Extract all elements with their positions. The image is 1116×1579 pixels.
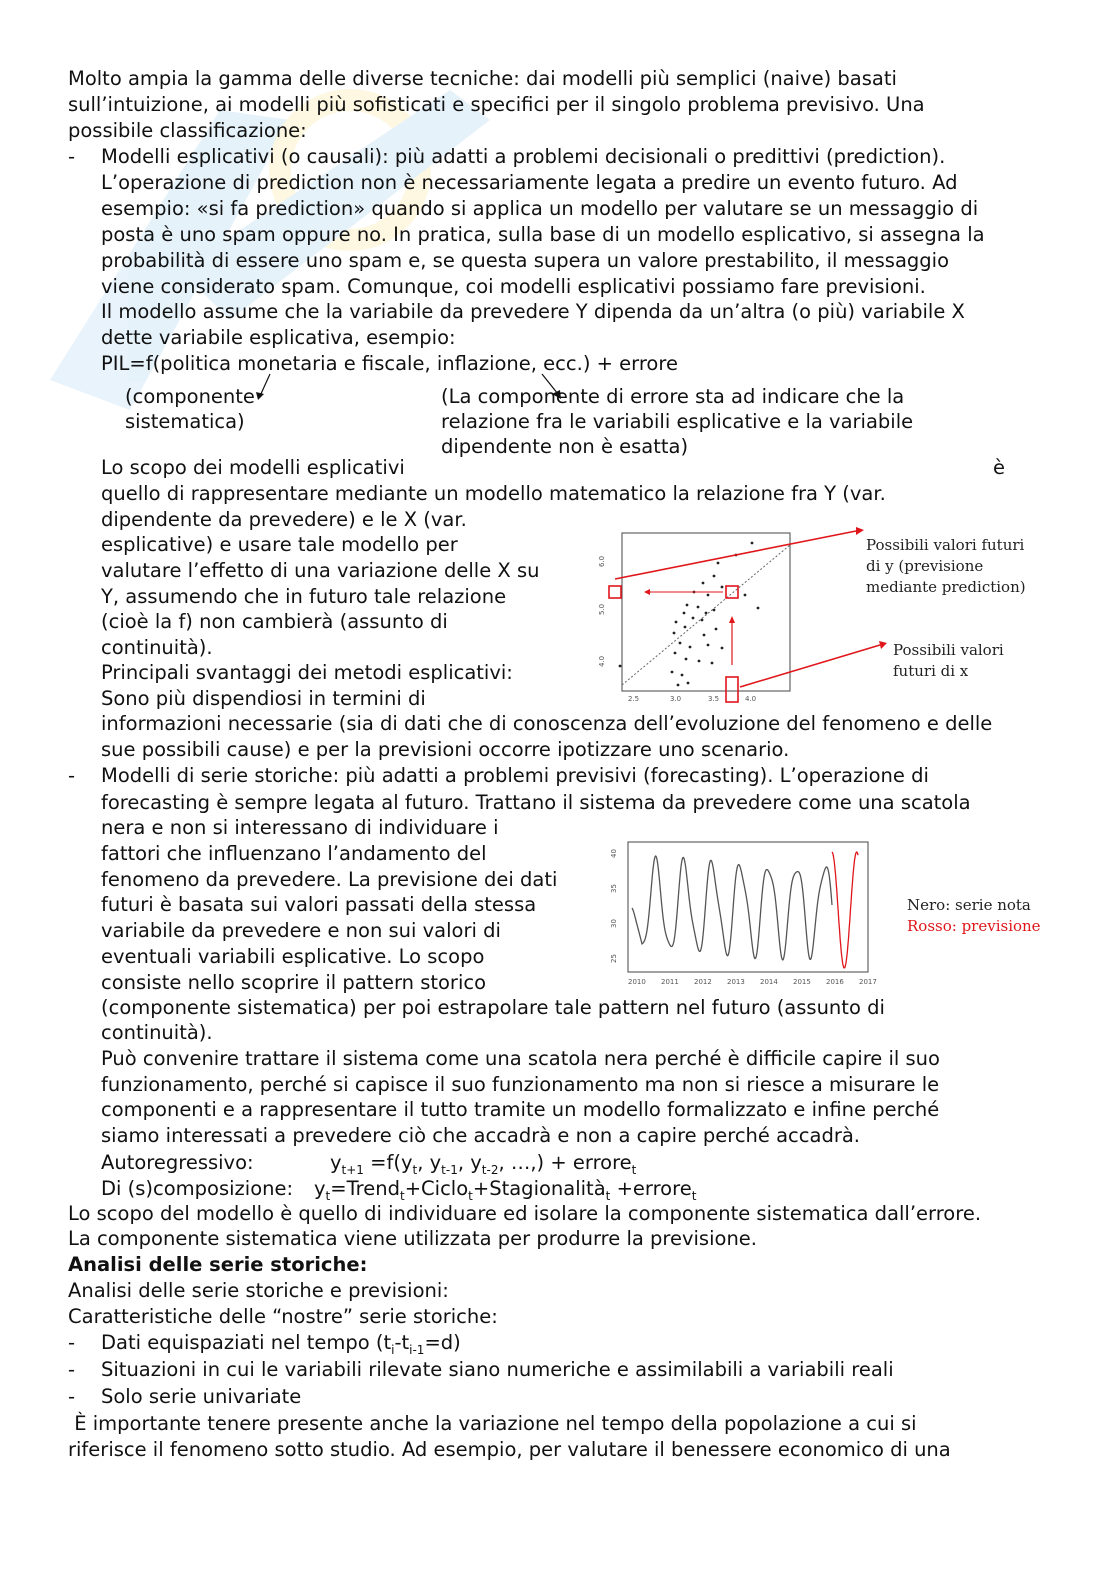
ts-x-tick: 2015 <box>793 978 811 986</box>
ts-y-tick: 30 <box>610 919 618 928</box>
ts-y-tick: 35 <box>610 884 618 893</box>
bullet-numeric: Situazioni in cui le variabili rilevate siano numeriche e assimilabili a variabili reali <box>101 1358 894 1381</box>
explicative-line: viene considerato spam. Comunque, coi modelli esplicativi possiamo fare previsioni. <box>101 275 926 298</box>
ts-x-tick: 2012 <box>694 978 712 986</box>
ts-x-tick: 2014 <box>760 978 778 986</box>
arrow-to-label-y <box>615 531 856 579</box>
final-line: È importante tenere presente anche la variazione nel tempo della popolazione a cui si <box>68 1412 917 1435</box>
bullet-equispaced: Dati equispaziati nel tempo $(t_i-t_{i-1}=d)$ <box>101 1331 461 1357</box>
scope-line: valutare l’effetto di una variazione delle X su <box>101 559 540 582</box>
timeseries-line: forecasting è sempre legata al futuro. Trattano il sistema da prevedere come una scatola <box>101 791 971 814</box>
bullet-univariate: Solo serie univariate <box>101 1385 302 1408</box>
scatter-x-tick: 4.0 <box>745 695 757 703</box>
explicative-line: Modelli esplicativi (o causali): più adatti a problemi decisionali o predittivi (prediction). <box>101 145 946 168</box>
scatter-point <box>689 646 692 649</box>
timeseries-line: nera e non si interessano di individuare i <box>101 816 499 839</box>
intro-line: Molto ampia la gamma delle diverse tecniche: dai modelli più semplici (naive) basati <box>68 67 897 90</box>
timeseries-line: variabile da prevedere e non sui valori di <box>101 919 501 942</box>
arrow-to-label-x <box>740 645 880 687</box>
scope-line: sue possibili cause) e per la previsioni occorre ipotizzare uno scenario. <box>101 738 790 761</box>
conclusion-line: Lo scopo del modello è quello di individuare ed isolare la componente sistematica dall’errore. <box>68 1202 982 1225</box>
bullet-marker: - <box>68 1358 76 1381</box>
timeseries-line: funzionamento, perché si capisce il suo funzionamento ma non si riesce a misurare le <box>101 1073 940 1096</box>
scatter-point <box>703 634 706 637</box>
timeseries-line: siamo interessati a prevedere ciò che accadrà e non a capire perché accadrà. <box>101 1124 860 1147</box>
scatter-point <box>685 658 688 661</box>
annot-error: relazione fra le variabili esplicative e la variabile <box>441 410 914 433</box>
scope-line: Lo scopo dei modelli esplicativi <box>101 456 405 479</box>
timeseries-line: Modelli di serie storiche: più adatti a problemi previsivi (forecasting). L’operazione di <box>101 764 929 787</box>
formula-decomposition: $y_t=Trend_t+Ciclo_t+Stagionalità_t$ +errore$_t$ <box>314 1177 697 1203</box>
final-line: riferisce il fenomeno sotto studio. Ad esempio, per valutare il benessere economico di una <box>68 1438 951 1461</box>
ts-y-tick: 25 <box>610 954 618 963</box>
explicative-line: esempio: «si fa prediction» quando si applica un modello per valutare se un messaggio di <box>101 197 979 220</box>
scatter-point <box>697 606 700 609</box>
timeseries-line: continuità). <box>101 1021 213 1044</box>
scatter-point <box>713 609 716 612</box>
ts-known-series <box>632 856 832 960</box>
scatter-y-tick: 6.0 <box>598 555 606 567</box>
scatter-point <box>757 607 760 610</box>
fig1-label-y: di y (previsione <box>866 557 984 575</box>
formula-auto-label: Autoregressivo: <box>101 1151 254 1174</box>
conclusion-line: La componente sistematica viene utilizzata per produrre la previsione. <box>68 1227 757 1250</box>
fig1-label-x: futuri di x <box>893 662 969 680</box>
scatter-point <box>707 644 710 647</box>
scope-line: informazioni necessarie (sia di dati che di conoscenza dell’evoluzione del fenomeno e delle <box>101 712 993 735</box>
formula-decomp-label: Di (s)composizione: <box>101 1177 294 1200</box>
scatter-x-tick: 2.5 <box>628 695 640 703</box>
timeseries-line: fattori che influenzano l’andamento del <box>101 842 487 865</box>
scatter-x-tick: 3.5 <box>708 695 720 703</box>
scope-line: Y, assumendo che in futuro tale relazione <box>101 585 507 608</box>
formula-autoregressive: $y_{t+1} =f(y_t$, $y_{t-1}$, $y_{t-2}$, …,) + errore$_t$ <box>330 1151 637 1177</box>
scatter-points <box>619 542 760 687</box>
ts-y-ticks <box>610 849 618 963</box>
bullet-marker: - <box>68 764 76 787</box>
ts-y-tick: 40 <box>610 849 618 858</box>
scatter-x-tick: 3.0 <box>670 695 682 703</box>
scatter-point <box>681 674 684 677</box>
fig1-label-y: Possibili valori futuri <box>866 536 1025 554</box>
timeseries-line: fenomeno da prevedere. La previsione dei dati <box>101 868 558 891</box>
bullet-marker: - <box>68 1385 76 1408</box>
highlight-box-x <box>726 677 738 702</box>
scope-line-end: è <box>993 456 1005 479</box>
timeseries-figure <box>600 838 875 988</box>
scatter-point <box>683 612 686 615</box>
ts-x-tick: 2011 <box>661 978 679 986</box>
scatter-point <box>702 582 705 585</box>
annot-systematic: (componente <box>125 385 255 408</box>
scatter-point <box>687 682 690 685</box>
explicative-line: dette variabile esplicativa, esempio: <box>101 326 456 349</box>
timeseries-line: eventuali variabili esplicative. Lo scopo <box>101 945 485 968</box>
fig2-legend-known: Nero: serie nota <box>907 896 1031 914</box>
regression-line <box>622 545 790 685</box>
scope-line: continuità). <box>101 636 213 659</box>
timeseries-line: futuri è basata sui valori passati della stessa <box>101 893 537 916</box>
scatter-point <box>711 662 714 665</box>
body-line: Analisi delle serie storiche e previsioni: <box>68 1279 449 1302</box>
scatter-point <box>619 665 622 668</box>
scatter-point <box>721 647 724 650</box>
ts-forecast-series <box>832 852 858 968</box>
fig1-label-x: Possibili valori <box>893 641 1004 659</box>
ts-x-tick: 2017 <box>859 978 877 986</box>
explicative-line: posta è uno spam oppure no. In pratica, sulla base di un modello esplicativo, si assegna la <box>101 223 985 246</box>
bullet-marker: - <box>68 1331 76 1354</box>
ts-x-tick: 2010 <box>628 978 646 986</box>
scatter-y-tick: 4.0 <box>598 655 606 667</box>
fig1-label-y: mediante prediction) <box>866 578 1026 596</box>
annot-error: (La componente di errore sta ad indicare che la <box>441 385 905 408</box>
annot-error: dipendente non è esatta) <box>441 435 689 458</box>
scatter-point <box>744 594 747 597</box>
explicative-line: Il modello assume che la variabile da prevedere Y dipenda da un’altra (o più) variabile X <box>101 300 965 323</box>
scope-line: dipendente da prevedere) e le X (var. <box>101 508 467 531</box>
explicative-line: probabilità di essere uno spam e, se questa supera un valore prestabilito, il messaggio <box>101 249 950 272</box>
body-line: Caratteristiche delle “nostre” serie storiche: <box>68 1305 498 1328</box>
scatter-point <box>715 628 718 631</box>
scatter-point <box>686 604 689 607</box>
explicative-formula: PIL=f(politica monetaria e fiscale, inflazione, ecc.) + errore <box>101 352 678 375</box>
scatter-y-ticks <box>598 556 606 667</box>
scatter-point <box>677 684 680 687</box>
scope-line: Principali svantaggi dei metodi esplicativi: <box>101 661 513 684</box>
scope-line: (cioè la f) non cambierà (assunto di <box>101 610 448 633</box>
ts-x-tick: 2016 <box>826 978 844 986</box>
scope-line: Sono più dispendiosi in termini di <box>101 687 426 710</box>
scatter-point <box>698 660 701 663</box>
timeseries-line: consiste nello scoprire il pattern storico <box>101 971 487 994</box>
scatter-point <box>692 617 695 620</box>
timeseries-line: componenti e a rappresentare il tutto tramite un modello formalizzato e infine perché <box>101 1098 940 1121</box>
scatter-point <box>701 619 704 622</box>
highlight-box-y <box>609 586 621 598</box>
scatter-y-tick: 5.0 <box>598 603 606 615</box>
scatter-point <box>673 632 676 635</box>
annot-systematic: sistematica) <box>125 410 245 433</box>
scope-line: quello di rappresentare mediante un modello matematico la relazione fra Y (var. <box>101 482 886 505</box>
explicative-line: L’operazione di prediction non è necessariamente legata a predire un evento futuro. Ad <box>101 171 958 194</box>
ts-x-tick: 2013 <box>727 978 745 986</box>
ts-x-ticks <box>628 978 877 986</box>
fig2-legend-forecast: Rosso: previsione <box>907 917 1041 935</box>
scatter-point <box>707 594 710 597</box>
intro-line: sull’intuizione, ai modelli più sofisticati e specifici per il singolo problema previsivo. Una <box>68 93 925 116</box>
scope-line: esplicative) e usare tale modello per <box>101 533 458 556</box>
scatter-point <box>721 586 724 589</box>
scatter-point <box>671 671 674 674</box>
highlight-box-point <box>726 586 738 598</box>
section-heading: Analisi delle serie storiche: <box>68 1253 368 1276</box>
scatter-point <box>679 642 682 645</box>
timeseries-line: Può convenire trattare il sistema come una scatola nera perché è difficile capire il suo <box>101 1047 940 1070</box>
scatter-point <box>675 621 678 624</box>
intro-line: possibile classificazione: <box>68 119 307 142</box>
scatter-point <box>717 562 720 565</box>
scatter-point <box>674 652 677 655</box>
timeseries-line: (componente sistematica) per poi estrapolare tale pattern nel futuro (assunto di <box>101 996 885 1019</box>
scatter-point <box>713 575 716 578</box>
bullet-marker: - <box>68 145 76 168</box>
scatter-point <box>705 612 708 615</box>
scatter-point <box>751 542 754 545</box>
scatter-point <box>684 626 687 629</box>
